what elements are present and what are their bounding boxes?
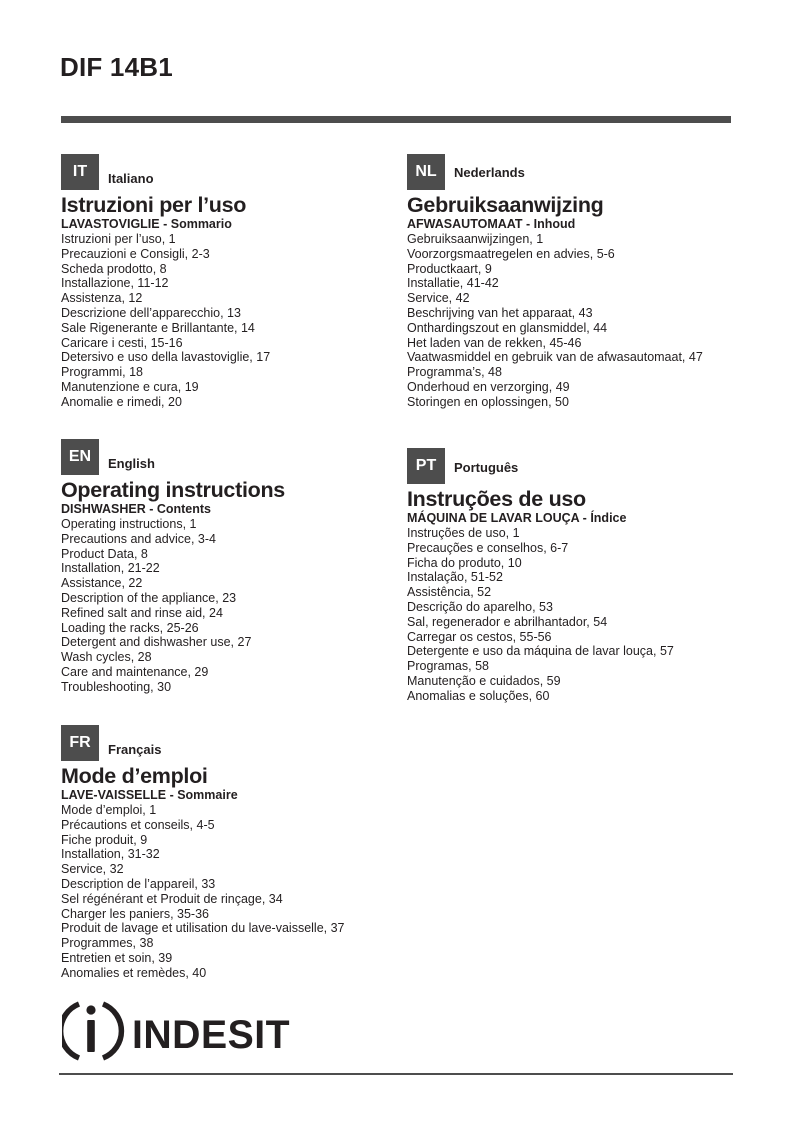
- language-name: English: [108, 456, 155, 471]
- section-subtitle: MÁQUINA DE LAVAR LOUÇA - Índice: [407, 511, 627, 525]
- section-title: Instruções de uso: [407, 487, 586, 511]
- brand-wordmark: INDESIT: [132, 1013, 290, 1057]
- toc-item: Refined salt and rinse aid, 24: [61, 605, 223, 620]
- table-of-contents: [61, 803, 401, 981]
- toc-item: Loading the racks, 25-26: [61, 620, 199, 635]
- toc-item: Service, 42: [407, 291, 470, 306]
- toc-item: Mode d’emploi, 1: [61, 803, 157, 817]
- brand-logo: [62, 1000, 294, 1069]
- section-italiano: [61, 154, 401, 410]
- table-of-contents: [407, 232, 737, 410]
- toc-item: Onderhoud en verzorging, 49: [407, 379, 570, 394]
- language-code-badge: EN: [61, 439, 99, 475]
- toc-item: Caricare i cesti, 15-16: [61, 335, 183, 350]
- toc-item: Wash cycles, 28: [61, 650, 152, 665]
- toc-item: Programas, 58: [407, 659, 489, 674]
- toc-item: Produit de lavage et utilisation du lave-vaisselle, 37: [61, 921, 345, 936]
- language-header: [61, 154, 401, 190]
- language-header: [407, 448, 737, 484]
- section-portugues: [407, 448, 737, 704]
- toc-item: Istruzioni per l’uso, 1: [61, 232, 176, 246]
- toc-item: Anomalias e soluções, 60: [407, 688, 550, 703]
- toc-item: Précautions et conseils, 4-5: [61, 817, 215, 832]
- section-title: Operating instructions: [61, 478, 285, 502]
- language-header: [407, 154, 737, 190]
- section-subtitle: DISHWASHER - Contents: [61, 502, 211, 516]
- toc-item: Assistenza, 12: [61, 291, 143, 306]
- toc-item: Descrizione dell’apparecchio, 13: [61, 305, 241, 320]
- bottom-divider: [59, 1073, 733, 1075]
- toc-item: Sel régénérant et Produit de rinçage, 34: [61, 891, 283, 906]
- toc-item: Ficha do produto, 10: [407, 555, 522, 570]
- toc-item: Manutenzione e cura, 19: [61, 379, 199, 394]
- toc-item: Installation, 21-22: [61, 561, 160, 576]
- toc-item: Operating instructions, 1: [61, 517, 197, 531]
- language-header: [61, 439, 401, 475]
- language-name: Français: [108, 742, 162, 757]
- section-title: Istruzioni per l’uso: [61, 193, 247, 217]
- section-subtitle: LAVE-VAISSELLE - Sommaire: [61, 788, 238, 802]
- section-subtitle: AFWASAUTOMAAT - Inhoud: [407, 217, 576, 231]
- toc-item: Assistência, 52: [407, 585, 492, 600]
- toc-item: Instalação, 51-52: [407, 570, 503, 585]
- toc-item: Voorzorgsmaatregelen en advies, 5-6: [407, 246, 615, 261]
- language-name: Italiano: [108, 171, 154, 186]
- toc-item: Description de l’appareil, 33: [61, 876, 216, 891]
- toc-item: Instruções de uso, 1: [407, 526, 520, 540]
- toc-item: Description of the appliance, 23: [61, 590, 237, 605]
- toc-item: Detergente e uso da máquina de lavar louça, 57: [407, 644, 674, 659]
- section-subtitle: LAVASTOVIGLIE - Sommario: [61, 217, 232, 231]
- model-number: DIF 14B1: [60, 52, 173, 82]
- section-nederlands: [407, 154, 737, 410]
- toc-item: Gebruiksaanwijzingen, 1: [407, 232, 544, 246]
- toc-item: Vaatwasmiddel en gebruik van de afwasautomaat, 47: [407, 350, 703, 365]
- language-code-badge: FR: [61, 725, 99, 761]
- toc-item: Service, 32: [61, 862, 124, 877]
- toc-item: Charger les paniers, 35-36: [61, 906, 209, 921]
- toc-item: Scheda prodotto, 8: [61, 261, 167, 276]
- toc-item: Beschrijving van het apparaat, 43: [407, 305, 593, 320]
- toc-item: Precauções e conselhos, 6-7: [407, 540, 569, 555]
- toc-item: Sal, regenerador e abrilhantador, 54: [407, 614, 608, 629]
- toc-item: Detergent and dishwasher use, 27: [61, 635, 252, 650]
- toc-item: Programma’s, 48: [407, 365, 502, 380]
- toc-item: Anomalies et remèdes, 40: [61, 965, 207, 980]
- language-name: Nederlands: [454, 165, 525, 180]
- toc-item: Fiche produit, 9: [61, 832, 148, 847]
- toc-item: Entretien et soin, 39: [61, 950, 173, 965]
- toc-item: Het laden van de rekken, 45-46: [407, 335, 582, 350]
- toc-item: Precauzioni e Consigli, 2-3: [61, 246, 210, 261]
- toc-item: Installatie, 41-42: [407, 276, 499, 291]
- toc-item: Programmi, 18: [61, 365, 143, 380]
- toc-item: Product Data, 8: [61, 546, 148, 561]
- toc-item: Precautions and advice, 3-4: [61, 531, 216, 546]
- language-code-badge: NL: [407, 154, 445, 190]
- toc-item: Manutenção e cuidados, 59: [407, 673, 561, 688]
- section-title: Mode d’emploi: [61, 764, 208, 788]
- toc-item: Detersivo e uso della lavastoviglie, 17: [61, 350, 271, 365]
- toc-item: Programmes, 38: [61, 936, 154, 951]
- toc-item: Assistance, 22: [61, 576, 143, 591]
- toc-item: Installation, 31-32: [61, 847, 160, 862]
- table-of-contents: [61, 517, 401, 695]
- toc-item: Carregar os cestos, 55-56: [407, 629, 552, 644]
- top-divider: [61, 116, 731, 123]
- language-name: Português: [454, 460, 519, 475]
- toc-item: Sale Rigenerante e Brillantante, 14: [61, 320, 255, 335]
- section-title: Gebruiksaanwijzing: [407, 193, 604, 217]
- toc-item: Anomalie e rimedi, 20: [61, 394, 182, 409]
- toc-item: Troubleshooting, 30: [61, 679, 172, 694]
- toc-item: Descrição do aparelho, 53: [407, 599, 553, 614]
- toc-item: Storingen en oplossingen, 50: [407, 394, 569, 409]
- table-of-contents: [407, 526, 737, 704]
- section-francais: [61, 725, 401, 981]
- toc-item: Care and maintenance, 29: [61, 664, 209, 679]
- toc-item: Onthardingszout en glansmiddel, 44: [407, 320, 608, 335]
- section-english: [61, 439, 401, 695]
- language-code-badge: IT: [61, 154, 99, 190]
- table-of-contents: [61, 232, 401, 410]
- language-header: [61, 725, 401, 761]
- toc-item: Installazione, 11-12: [61, 276, 169, 291]
- language-code-badge: PT: [407, 448, 445, 484]
- toc-item: Productkaart, 9: [407, 261, 492, 276]
- indesit-logo-icon: [62, 1000, 294, 1064]
